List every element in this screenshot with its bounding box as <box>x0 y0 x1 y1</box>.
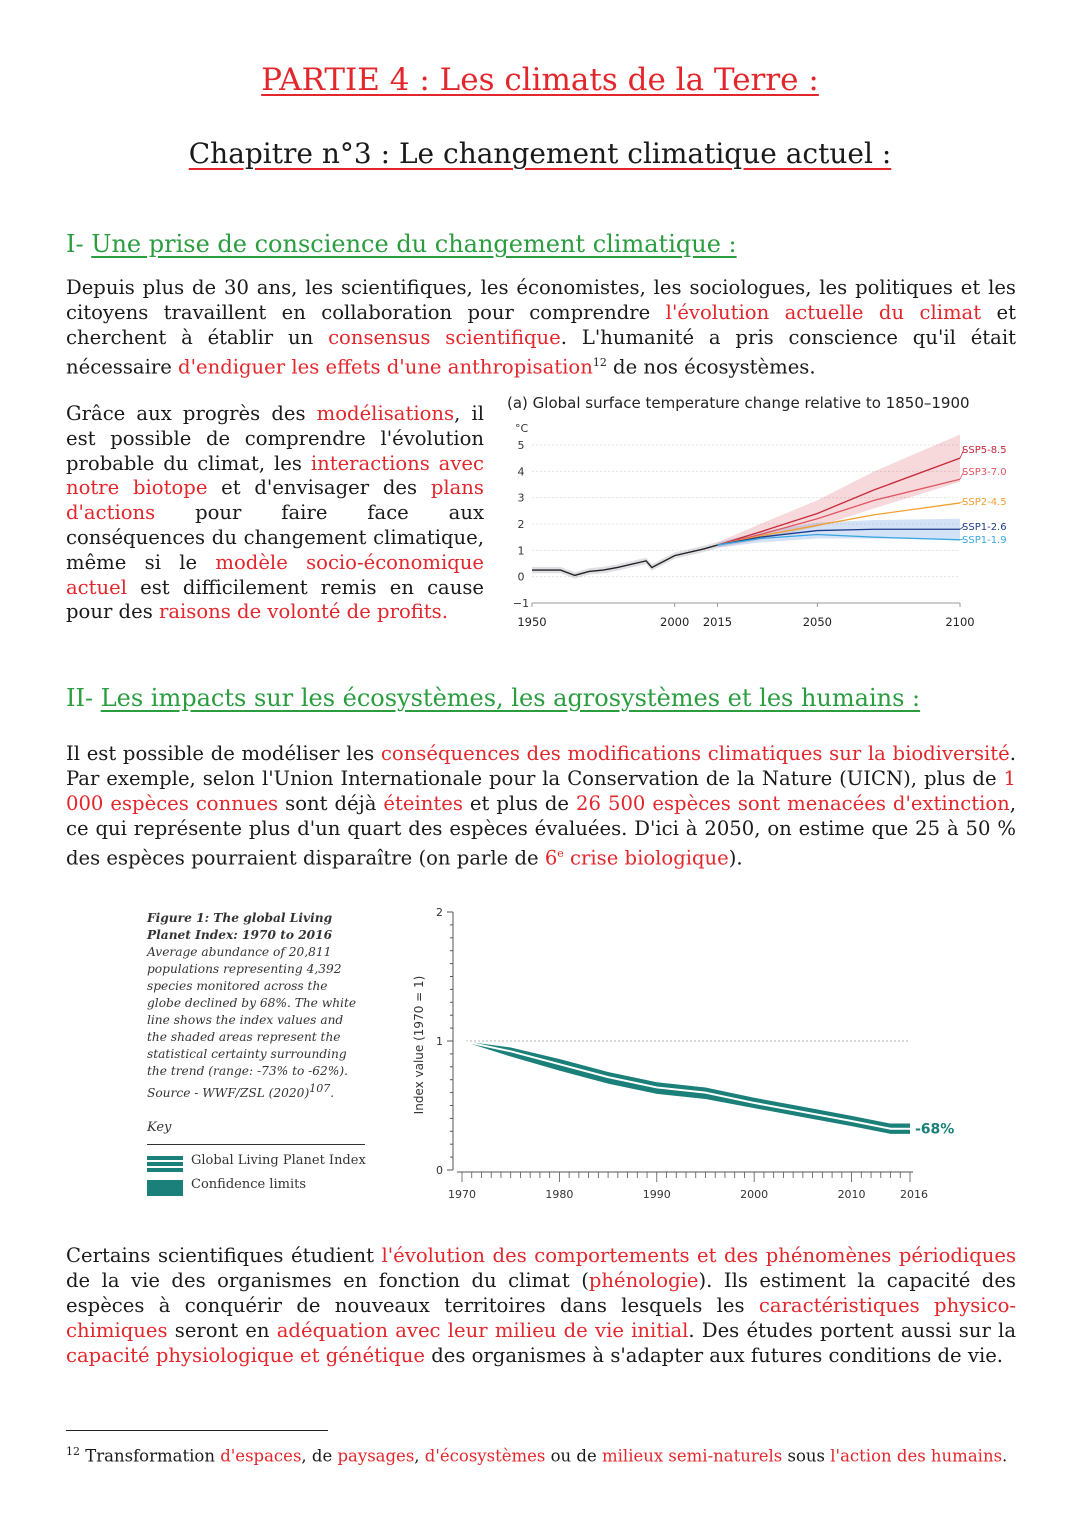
x-tick-label: 1970 <box>448 1188 476 1201</box>
figure1-key-item-confidence: Confidence limits <box>191 1177 307 1192</box>
temperature-chart-title: (a) Global surface temperature change relative to 1850–1900 <box>507 394 970 412</box>
text-run: , ce qui représente plus d'un quart des espèces évaluées. D'ici à 2050, on estime que 25 à 50 % des espèces pourraient disparaître (on parle de <box>66 792 1016 870</box>
highlight-text: caractéristiques physico-chimiques <box>66 1294 1016 1342</box>
x-tick-label: 1950 <box>517 615 547 629</box>
x-tick-label: 2000 <box>660 615 690 629</box>
temperature-chart <box>500 418 1020 638</box>
highlight-text: capacité physiologique et génétique <box>66 1344 425 1367</box>
lpi-chart-annotation: -68% <box>915 1121 955 1138</box>
temperature-chart-legend <box>960 445 1007 546</box>
text-run: , <box>414 1446 425 1466</box>
highlight-text: conséquences des modifications climatiques sur la biodiversité <box>380 742 1010 765</box>
highlight-text: adéquation avec leur milieu de vie initial <box>276 1319 689 1342</box>
highlight-text: 6 <box>544 846 558 870</box>
highlight-text: crise biologique <box>563 846 729 870</box>
y-tick-label: 1 <box>436 1035 443 1048</box>
text-run: ou de <box>545 1446 602 1466</box>
highlight-text: phénologie <box>588 1269 699 1292</box>
x-tick-label: 1990 <box>642 1188 671 1201</box>
text-run: ). Ils estiment la capacité des espèces à conquérir de nouveaux territoires dans lesquels les <box>66 1269 1016 1317</box>
highlight-text: l'évolution des comportements et des phénomènes périodiques <box>381 1244 1017 1267</box>
text-run: 12 <box>592 356 607 369</box>
figure1-ref: 107 <box>309 1082 331 1095</box>
y-tick-label: −1 <box>512 597 530 610</box>
highlight-text: consensus scientifique <box>328 326 561 349</box>
x-tick-label: 2010 <box>837 1188 866 1201</box>
temperature-chart-bands <box>532 434 960 578</box>
section1-title: Une prise de conscience du changement climatique : <box>91 230 737 258</box>
section2-paragraph1 <box>66 741 1016 871</box>
text-run: sont déjà <box>278 792 384 815</box>
figure1-caption-text: Average abundance of 20,811 populations representing 4,392 species monitored across the globe declined by 68%. The white line shows the index values and the shaded areas represent the statistical certainty surrounding the trend (range: -73% to -62%). Source - WWF/ZSL (2020) <box>147 945 357 1101</box>
section2-title: Les impacts sur les écosystèmes, les agrosystèmes et les humains : <box>100 684 921 712</box>
legend-label-ssp5-8.5: SSP5-8.5 <box>962 445 1007 456</box>
figure1-key-line-swatch <box>147 1156 183 1172</box>
y-tick-label: 2 <box>436 906 443 919</box>
highlight-text: d'endiguer les effets d'une anthropisation <box>178 355 593 379</box>
highlight-text: e <box>557 847 564 860</box>
text-run: et plus de <box>462 792 577 815</box>
x-tick-label: 2100 <box>945 615 975 629</box>
partie-title: PARTIE 4 : Les climats de la Terre : <box>261 62 819 98</box>
figure1-caption: Figure 1: The global Living Planet Index: 1970 to 2016 Average abundance of 20,811 populations representing 4,392 species monitored across the globe declined by 68%. The white line shows the index values and the shaded areas represent the statistical certainty surrounding the trend (range: -73% to -62%). Source - WWF/ZSL $(2020)^{107}$. <box>147 911 357 1101</box>
highlight-text: paysages <box>337 1446 415 1466</box>
footnote-rule <box>66 1430 328 1431</box>
highlight-text: milieux semi-naturels <box>602 1446 783 1466</box>
x-tick-label: 2050 <box>802 615 832 629</box>
text-run: seront en <box>167 1319 277 1342</box>
highlight-text: plans d'actions <box>66 476 484 525</box>
text-run: . <box>1002 1446 1008 1466</box>
text-run: est difficilement remis en cause pour des <box>66 575 484 624</box>
y-tick-label: 1 <box>517 544 525 558</box>
legend-label-ssp3-7.0: SSP3-7.0 <box>962 467 1007 478</box>
text-run: . Par exemple, selon l'Union Internationale pour la Conservation de la Nature (UICN), plus de <box>66 742 1016 790</box>
y-tick-label: 2 <box>517 518 525 531</box>
temperature-chart-unit: °C <box>515 422 529 435</box>
text-run: des organismes à s'adapter aux futures conditions de vie. <box>424 1344 1004 1367</box>
highlight-text: raisons de volonté de profits. <box>158 600 448 624</box>
highlight-text: d'espaces <box>220 1446 302 1466</box>
temperature-chart-xticks <box>517 603 974 629</box>
text-run: sous <box>782 1446 831 1466</box>
section1-heading <box>66 230 737 258</box>
text-run: et cherchent à établir un <box>66 301 1016 349</box>
legend-label-ssp1-2.6: SSP1-2.6 <box>962 522 1007 533</box>
text-run: , de <box>301 1446 338 1466</box>
text-run: . L'humanité a pris conscience qu'il était nécessaire <box>66 326 1016 379</box>
highlight-text: l'évolution actuelle du climat <box>665 301 982 324</box>
figure1-title: Figure 1: The global Living Planet Index: 1970 to 2016 <box>147 911 333 942</box>
y-tick-label: 5 <box>517 439 525 452</box>
section1-paragraph1 <box>66 275 1016 380</box>
section2-number: II- <box>66 684 94 712</box>
x-tick-label: 2000 <box>740 1188 769 1201</box>
x-tick-label: 2016 <box>900 1188 928 1201</box>
historical-band <box>532 542 717 579</box>
x-tick-label: 1980 <box>545 1188 574 1201</box>
legend-label-ssp2-4.5: SSP2-4.5 <box>962 497 1007 508</box>
y-tick-label: 4 <box>517 465 525 479</box>
footnote <box>66 1441 1007 1468</box>
highlight-text: éteintes <box>383 792 463 815</box>
text-run: Certains scientifiques étudient <box>66 1244 382 1267</box>
section1-paragraph2 <box>66 402 484 625</box>
text-run: Depuis plus de 30 ans, les scientifiques, les économistes, les sociologues, les politiques et les citoyens travaillent en collaboration pour comprendre <box>66 276 1016 324</box>
footnote-number: 12 <box>66 1445 80 1458</box>
text-run: Transformation <box>80 1446 221 1466</box>
text-run: . Des études portent aussi sur la <box>688 1319 1016 1342</box>
highlight-text: d'écosystèmes <box>424 1446 546 1466</box>
text-run: , il est possible de comprendre l'évolution probable du climat, les <box>66 402 484 475</box>
highlight-text: modèle socio-économique actuel <box>66 550 484 599</box>
y-tick-label: 0 <box>436 1164 443 1177</box>
figure1-key-item-index: Global Living Planet Index <box>191 1153 366 1168</box>
lpi-chart <box>405 900 965 1210</box>
lpi-chart-series <box>462 1041 910 1134</box>
temperature-chart-yticks <box>513 439 529 610</box>
text-run: de nos écosystèmes. <box>606 355 816 379</box>
text-run: pour faire face aux conséquences du changement climatique, même si le <box>66 501 484 574</box>
text-run: Grâce aux progrès des <box>66 402 317 425</box>
legend-label-ssp1-1.9: SSP1-1.9 <box>962 535 1007 546</box>
chapter-title: Chapitre n°3 : Le changement climatique actuel : <box>188 137 892 170</box>
figure1-key-rule <box>147 1144 365 1145</box>
section1-number: I- <box>66 230 84 258</box>
text-run: et d'envisager des <box>207 476 431 500</box>
y-tick-label: 0 <box>517 570 525 584</box>
highlight-text: l'action des humains <box>830 1446 1003 1466</box>
highlight-text: modélisations <box>316 402 455 425</box>
figure1-key-title: Key <box>147 1120 172 1135</box>
section2-heading <box>66 684 920 712</box>
text-run: de la vie des organismes en fonction du climat ( <box>66 1269 589 1292</box>
section2-paragraph2 <box>66 1243 1016 1368</box>
highlight-text: 26 500 espèces sont menacées d'extinction <box>576 792 1010 815</box>
text-run: Il est possible de modéliser les <box>66 742 381 765</box>
x-tick-label: 2015 <box>702 615 733 629</box>
highlight-text: 1 000 espèces connues <box>66 767 1016 815</box>
figure1-key-band-swatch <box>147 1180 183 1196</box>
text-run: ). <box>728 846 743 870</box>
y-tick-label: 3 <box>517 491 525 505</box>
lpi-chart-ylabel: Index value (1970 = 1) <box>412 975 426 1115</box>
highlight-text: interactions avec notre biotope <box>66 451 484 500</box>
footnote-text <box>80 1447 1007 1466</box>
